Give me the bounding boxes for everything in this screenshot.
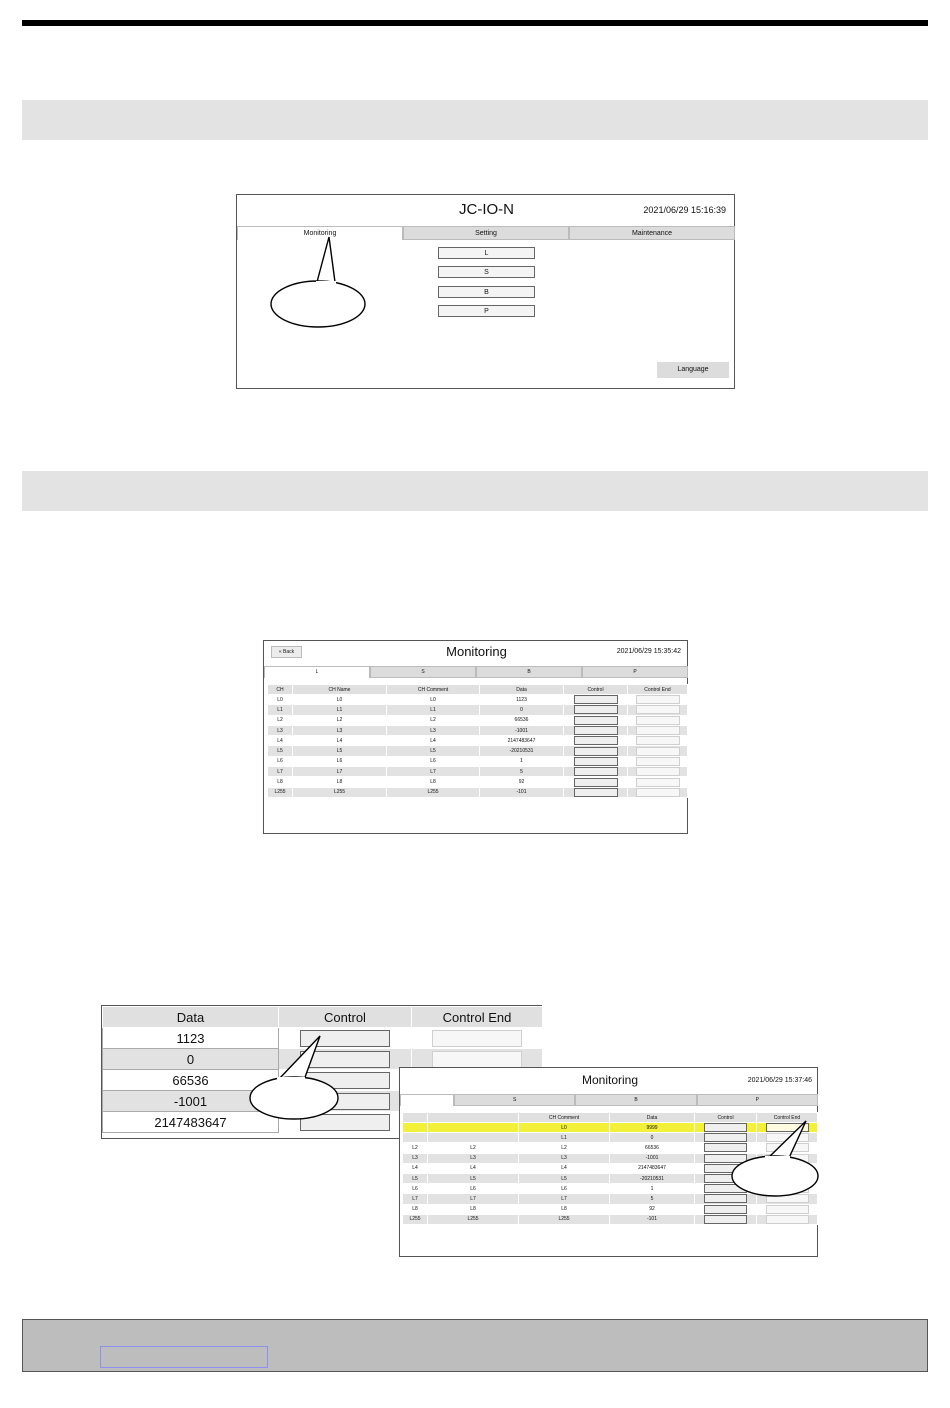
table-cell: L6 [428, 1184, 519, 1194]
data-cell: 66536 [103, 1070, 279, 1091]
tab-p[interactable]: P [697, 1094, 818, 1106]
control-end-cell [628, 736, 688, 746]
table-cell: -20210531 [610, 1173, 695, 1183]
button-s[interactable]: S [438, 266, 535, 278]
control-end-cell [628, 777, 688, 787]
table-cell: L3 [268, 725, 293, 735]
monitoring2-title: Monitoring [581, 1073, 639, 1087]
table-cell: L7 [519, 1194, 610, 1204]
callout-bubble-1 [265, 230, 375, 330]
tab-maintenance[interactable]: Maintenance [569, 226, 735, 240]
tab-monitoring[interactable]: Monitoring [237, 226, 403, 240]
table-cell: L255 [403, 1214, 428, 1224]
control-cell [564, 715, 628, 725]
control-end-cell [628, 725, 688, 735]
control-cell [564, 746, 628, 756]
table-cell: L3 [519, 1153, 610, 1163]
header-ch-comment: CH Comment [519, 1113, 610, 1123]
top-rule [22, 20, 928, 26]
tab-l-partial[interactable] [400, 1094, 454, 1106]
control-end-button[interactable] [636, 788, 680, 797]
back-button[interactable]: « Back [271, 646, 302, 658]
control-end-button[interactable] [432, 1030, 522, 1047]
tab-b[interactable]: B [476, 666, 582, 678]
control-end-button[interactable] [636, 736, 680, 745]
table-cell: 2147483647 [480, 736, 564, 746]
control-cell [564, 777, 628, 787]
type-tabs [264, 666, 688, 678]
table-row [268, 736, 688, 746]
control-button[interactable] [574, 695, 618, 704]
control-end-button[interactable] [636, 695, 680, 704]
table-cell: L8 [268, 777, 293, 787]
table-cell: L8 [428, 1204, 519, 1214]
table-cell: L8 [293, 777, 387, 787]
table-cell: L1 [387, 705, 480, 715]
control-cell [564, 767, 628, 777]
table-cell [428, 1133, 519, 1143]
table-cell: L5 [403, 1173, 428, 1183]
table-cell: L5 [387, 746, 480, 756]
table-cell: L3 [293, 725, 387, 735]
table-row [268, 725, 688, 735]
control-end-button[interactable] [636, 747, 680, 756]
control-button[interactable] [574, 788, 618, 797]
table-cell: L5 [268, 746, 293, 756]
table-cell: 1123 [480, 695, 564, 705]
table-cell: L2 [387, 715, 480, 725]
table-cell: 66536 [610, 1143, 695, 1153]
type-tabs-2 [400, 1094, 818, 1106]
control-end-cell [412, 1028, 543, 1049]
table-cell: L5 [428, 1173, 519, 1183]
table-cell: L255 [519, 1214, 610, 1224]
table-cell: L255 [268, 787, 293, 797]
table-cell: L8 [387, 777, 480, 787]
control-end-cell [628, 756, 688, 766]
control-end-cell [628, 715, 688, 725]
control-end-button[interactable] [636, 726, 680, 735]
table-cell: L1 [268, 705, 293, 715]
tab-s[interactable]: S [370, 666, 476, 678]
header-control: Control [695, 1113, 757, 1123]
table-row [268, 777, 688, 787]
link-box[interactable] [100, 1346, 268, 1368]
control-cell [695, 1214, 757, 1224]
table-cell: L8 [519, 1204, 610, 1214]
table-cell: L6 [387, 756, 480, 766]
header-control-end: Control End [628, 685, 688, 695]
data-cell: 2147483647 [103, 1112, 279, 1133]
monitoring-table-wrap [267, 684, 687, 798]
table-cell [403, 1133, 428, 1143]
table-cell: L1 [519, 1133, 610, 1143]
table-row [268, 767, 688, 777]
table-cell: L6 [268, 756, 293, 766]
control-button[interactable] [574, 757, 618, 766]
control-cell [564, 756, 628, 766]
control-button[interactable] [704, 1205, 747, 1214]
table-cell: L4 [293, 736, 387, 746]
table-cell: L255 [387, 787, 480, 797]
table-row [268, 715, 688, 725]
table-cell: L6 [293, 756, 387, 766]
tab-b[interactable]: B [575, 1094, 696, 1106]
language-button[interactable]: Language [657, 362, 729, 378]
table-cell: L255 [428, 1214, 519, 1224]
control-end-button[interactable] [432, 1051, 522, 1068]
header-data: Data [480, 685, 564, 695]
table-cell: L8 [403, 1204, 428, 1214]
table-cell: L4 [387, 736, 480, 746]
control-end-button[interactable] [636, 778, 680, 787]
table-row [403, 1204, 818, 1214]
table-cell: L6 [403, 1184, 428, 1194]
table-cell: 92 [480, 777, 564, 787]
button-b[interactable]: B [438, 286, 535, 298]
tab-l[interactable]: L [264, 666, 370, 678]
data-cell: 0 [103, 1049, 279, 1070]
table-cell: L5 [519, 1173, 610, 1183]
monitoring2-datetime: 2021/06/29 15:37:46 [747, 1077, 812, 1084]
control-end-cell [628, 746, 688, 756]
data-cell: 1123 [103, 1028, 279, 1049]
table-cell: L6 [519, 1184, 610, 1194]
table-cell: L0 [519, 1123, 610, 1133]
table-row [268, 756, 688, 766]
table-cell: L2 [268, 715, 293, 725]
header-ch-comment: CH Comment [387, 685, 480, 695]
button-l[interactable]: L [438, 247, 535, 259]
control-end-cell [628, 787, 688, 797]
control-end-cell [757, 1214, 818, 1224]
control-button[interactable] [574, 778, 618, 787]
control-end-button[interactable] [636, 757, 680, 766]
callout-bubble-2 [245, 1030, 355, 1125]
table-cell: L7 [428, 1194, 519, 1204]
datetime: 2021/06/29 15:16:39 [643, 205, 726, 215]
table-cell: 92 [610, 1204, 695, 1214]
table-cell: L7 [387, 767, 480, 777]
control-button[interactable] [574, 747, 618, 756]
control-cell [564, 787, 628, 797]
button-p[interactable]: P [438, 305, 535, 317]
control-end-cell [628, 705, 688, 715]
table-cell: 0 [610, 1133, 695, 1143]
table-cell: L1 [293, 705, 387, 715]
table-cell: L0 [387, 695, 480, 705]
table-cell: L5 [293, 746, 387, 756]
control-end-button[interactable] [636, 767, 680, 776]
control-button[interactable] [574, 705, 618, 714]
zoom-header-control: Control [279, 1007, 412, 1028]
control-end-button[interactable] [766, 1215, 809, 1224]
section-band-1 [22, 100, 928, 140]
table-row [403, 1214, 818, 1224]
control-cell [564, 725, 628, 735]
table-row [268, 787, 688, 797]
table-cell: L3 [428, 1153, 519, 1163]
table-cell: 1 [610, 1184, 695, 1194]
zoom-header-control-end: Control End [412, 1007, 543, 1028]
table-cell: L4 [403, 1163, 428, 1173]
monitoring-table [267, 684, 688, 798]
table-cell: L0 [293, 695, 387, 705]
table-cell: L2 [403, 1143, 428, 1153]
table-cell: L3 [403, 1153, 428, 1163]
table-cell: -20210531 [480, 746, 564, 756]
table-cell: -1001 [610, 1153, 695, 1163]
table-cell: L7 [268, 767, 293, 777]
control-end-cell [757, 1204, 818, 1214]
table-cell: L7 [293, 767, 387, 777]
control-cell [564, 695, 628, 705]
table-cell: -1001 [480, 725, 564, 735]
data-cell: -1001 [103, 1091, 279, 1112]
control-button[interactable] [574, 716, 618, 725]
table-cell: L2 [519, 1143, 610, 1153]
monitoring-datetime: 2021/06/29 15:35:42 [616, 648, 681, 655]
control-cell [564, 705, 628, 715]
table-cell: 0 [480, 705, 564, 715]
table-cell: L4 [428, 1163, 519, 1173]
table-cell: L4 [519, 1163, 610, 1173]
tab-setting[interactable]: Setting [403, 226, 569, 240]
control-cell [564, 736, 628, 746]
control-button[interactable] [574, 726, 618, 735]
header-ch-name [428, 1113, 519, 1123]
header-control: Control [564, 685, 628, 695]
table-row [268, 705, 688, 715]
table-cell: L0 [268, 695, 293, 705]
control-end-button[interactable] [766, 1205, 809, 1214]
tab-p[interactable]: P [582, 666, 688, 678]
table-cell: 1 [480, 756, 564, 766]
control-end-button[interactable] [636, 705, 680, 714]
control-end-button[interactable] [636, 716, 680, 725]
monitoring-title: Monitoring [446, 644, 507, 659]
control-button[interactable] [574, 736, 618, 745]
table-cell: -101 [610, 1214, 695, 1224]
table-cell: 9999 [610, 1123, 695, 1133]
table-cell: 5 [480, 767, 564, 777]
table-cell: L4 [268, 736, 293, 746]
table-cell: 66536 [480, 715, 564, 725]
table-cell: L2 [428, 1143, 519, 1153]
control-cell [695, 1204, 757, 1214]
header-ch [403, 1113, 428, 1123]
control-button[interactable] [574, 767, 618, 776]
table-cell: 2147483647 [610, 1163, 695, 1173]
section-band-2 [22, 471, 928, 511]
callout-bubble-3 [728, 1115, 828, 1200]
table-row [268, 695, 688, 705]
table-cell: -101 [480, 787, 564, 797]
table-cell [428, 1123, 519, 1133]
tab-s[interactable]: S [454, 1094, 575, 1106]
header-control-end: Control End [757, 1113, 818, 1123]
table-cell [403, 1123, 428, 1133]
table-cell: L2 [293, 715, 387, 725]
app-title: JC-IO-N [459, 201, 514, 218]
header-ch-name: CH Name [293, 685, 387, 695]
table-cell: L7 [403, 1194, 428, 1204]
control-end-cell [628, 695, 688, 705]
header-data: Data [610, 1113, 695, 1123]
header-ch: CH [268, 685, 293, 695]
table-row [268, 746, 688, 756]
table-cell: L255 [293, 787, 387, 797]
table-cell: L3 [387, 725, 480, 735]
control-button[interactable] [704, 1215, 747, 1224]
zoom-header-data: Data [103, 1007, 279, 1028]
monitoring-screenshot [263, 640, 688, 834]
table-cell: 5 [610, 1194, 695, 1204]
control-end-cell [628, 767, 688, 777]
